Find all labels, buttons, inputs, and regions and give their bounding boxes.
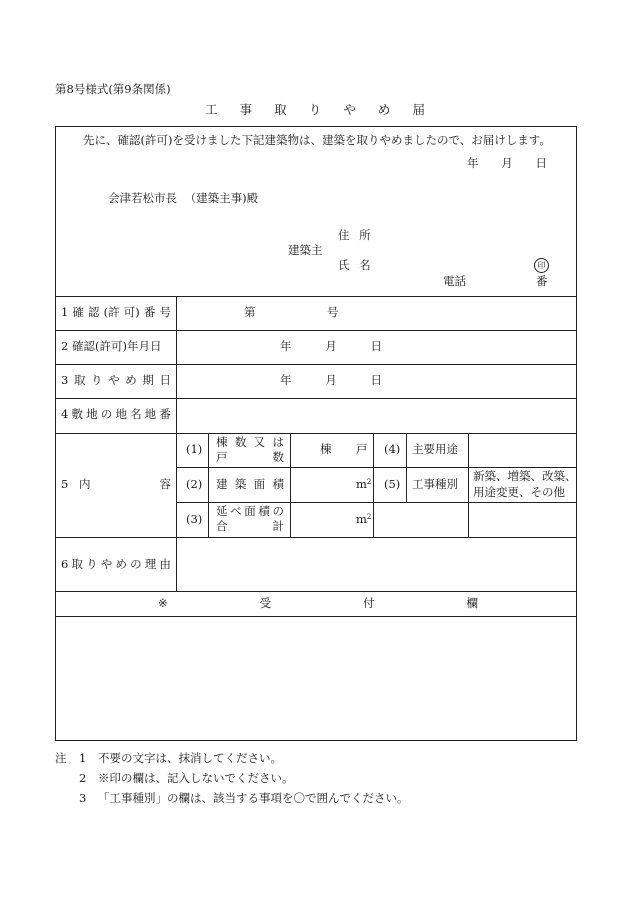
- content-label-3-bottom: 合 計: [216, 519, 284, 533]
- content-label-4: 主要用途: [412, 442, 458, 456]
- permit-number-dai: 第: [244, 305, 256, 319]
- phone-label: 電話: [443, 274, 466, 288]
- content-value-1-buildings: 棟: [320, 442, 332, 456]
- address-label: 住 所: [338, 228, 371, 242]
- permit-number-go: 号: [327, 305, 339, 319]
- row-site-address-label: 4 敷 地 の 地 名 地 番: [61, 407, 171, 421]
- content-label-3-top: 延 べ 面 積 の: [216, 504, 284, 518]
- reception-header: ※ 受 付 欄: [158, 596, 478, 610]
- content-label-1-bottom: 戸 数: [216, 450, 284, 464]
- construction-type-options-1: 新築、増築、改築、: [473, 469, 577, 483]
- content-label-2: 建 築 面 積: [216, 477, 284, 491]
- construction-type-options-2: 用途変更、その他: [473, 485, 565, 499]
- reception-area: [56, 617, 576, 740]
- content-label-5: 工事種別: [412, 477, 458, 491]
- row-permit-number-label: 1 確 認 (許 可) 番 号: [61, 305, 171, 319]
- submission-date: 年 月 日: [467, 156, 547, 170]
- name-label: 氏 名: [338, 258, 371, 272]
- notes-prefix: 注: [55, 751, 67, 765]
- withdrawal-date-ymd: 年 月 日: [280, 373, 382, 387]
- content-value-1-units: 戸: [356, 442, 368, 456]
- intro-text: 先に、確認(許可)を受けました下記建築物は、建築を取りやめましたので、お届けします。: [83, 133, 551, 147]
- note-1-num: 1: [79, 751, 87, 765]
- addressee: 会津若松市長 （建築主事)殿: [108, 191, 259, 205]
- phone-suffix: 番: [536, 274, 548, 288]
- form-number: 第8号様式(第9条関係): [55, 82, 171, 96]
- form-title: 工 事 取 り や め 届: [205, 102, 425, 117]
- note-3-text: 「工事種別」の欄は、該当する事項を〇で囲んでください。: [98, 791, 409, 805]
- content-num-1: (1): [186, 442, 203, 456]
- content-label-1-top: 棟 数 又 は: [216, 435, 284, 449]
- seal-mark: 印: [534, 258, 549, 273]
- note-2-num: 2: [79, 771, 87, 785]
- permit-date-ymd: 年 月 日: [280, 339, 382, 353]
- row-permit-date-label: 2 確認(許可)年月日: [61, 339, 162, 353]
- content-unit-3: $m^2$: [356, 512, 372, 526]
- content-num-2: (2): [186, 477, 203, 491]
- content-num-5: (5): [384, 477, 401, 491]
- content-unit-2: $m^2$: [356, 477, 372, 491]
- row-content-label: 5 内 容: [61, 477, 171, 491]
- note-1-text: 不要の文字は、抹消してください。: [98, 751, 282, 765]
- applicant-label: 建築主: [288, 243, 323, 257]
- content-num-3: (3): [186, 512, 203, 526]
- row-withdrawal-date-label: 3 取 り や め 期 日: [61, 373, 171, 387]
- content-num-4: (4): [384, 442, 401, 456]
- row-withdrawal-reason-label: 6 取 り や め の 理 由: [61, 557, 171, 571]
- note-3-num: 3: [79, 791, 87, 805]
- note-2-text: ※印の欄は、記入しないでください。: [98, 771, 294, 785]
